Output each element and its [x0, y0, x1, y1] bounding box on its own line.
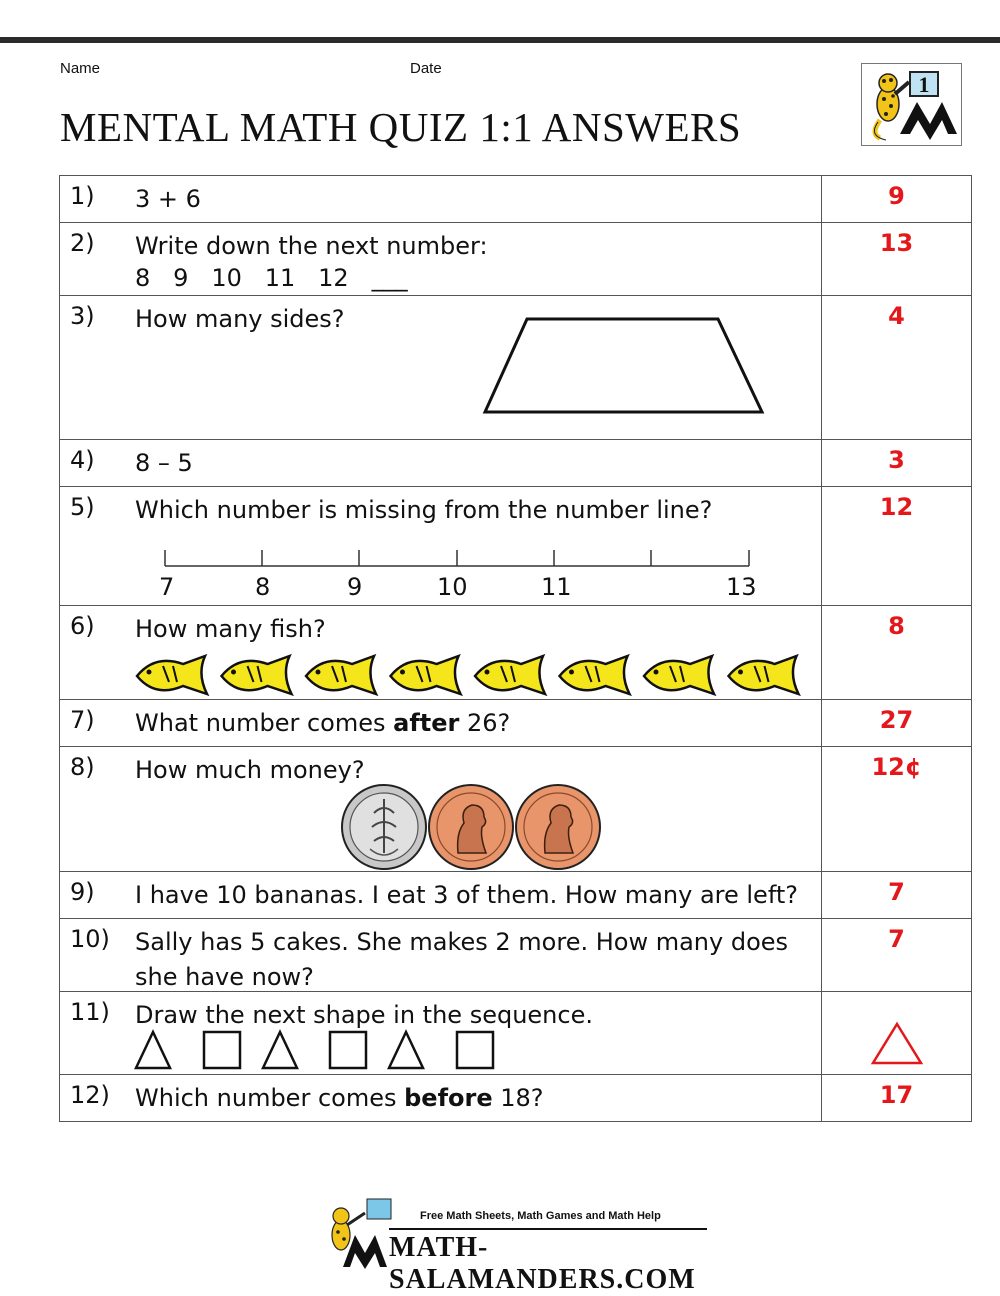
question-row-1: [60, 176, 972, 223]
answer: 9: [888, 182, 905, 210]
question-number: 5): [70, 493, 95, 521]
logo-grade: 1: [918, 72, 930, 97]
date-label: Date: [410, 60, 442, 77]
answer: 4: [888, 302, 905, 330]
number-line-label: 8: [255, 573, 271, 601]
fish-icon: [137, 656, 207, 694]
fish-icon: [222, 656, 292, 694]
dime-coin: [342, 785, 426, 869]
question-number: 11): [70, 998, 110, 1026]
question-text: Write down the next number:: [135, 232, 488, 260]
question-text: Which number comes before 18?: [135, 1084, 544, 1112]
question-row-11: [60, 992, 972, 1075]
answer: 7: [888, 878, 905, 906]
fish-icon: [644, 656, 714, 694]
square-shape: [330, 1032, 366, 1068]
answer: 12: [879, 493, 914, 521]
answer: 3: [888, 446, 905, 474]
answer: 13: [879, 229, 914, 257]
question-row-10: [60, 919, 972, 992]
question-row-5: [60, 487, 972, 606]
number-sequence: 8 9 10 11 12 ___: [135, 264, 408, 292]
question-text: What number comes after 26?: [135, 709, 511, 737]
emphasis-before: before: [404, 1084, 493, 1112]
coins-group: [340, 783, 610, 871]
number-line-label: 7: [159, 573, 175, 601]
footer-site-name: MATH-SALAMANDERS.COM: [389, 1232, 696, 1295]
fish-icon: [729, 656, 799, 694]
question-row-2: [60, 223, 972, 296]
question-row-12: [60, 1075, 972, 1122]
question-row-6: [60, 606, 972, 700]
question-row-8: [60, 747, 972, 872]
square-shape: [204, 1032, 240, 1068]
answer: 12¢: [871, 753, 922, 781]
fish-icon: [306, 656, 376, 694]
footer-salamander-icon: [325, 1195, 395, 1270]
question-number: 6): [70, 612, 95, 640]
shape-sequence: [133, 1029, 503, 1071]
number-line-label: 9: [347, 573, 363, 601]
fish-icon: [475, 656, 545, 694]
answer: 7: [888, 925, 905, 953]
question-number: 2): [70, 229, 95, 257]
question-number: 12): [70, 1081, 110, 1109]
emphasis-after: after: [393, 709, 460, 737]
fish-group: [135, 652, 815, 704]
trapezoid-shape: [480, 314, 770, 418]
footer-logo: [325, 1195, 715, 1295]
name-label: Name: [60, 60, 101, 77]
answer: 17: [879, 1081, 914, 1109]
footer-tagline: Free Math Sheets, Math Games and Math Help: [420, 1210, 661, 1222]
triangle-shape: [136, 1032, 170, 1068]
number-line-label: 11: [541, 573, 572, 601]
question-number: 8): [70, 753, 95, 781]
penny-coin: [516, 785, 600, 869]
question-text: Sally has 5 cakes. She makes 2 more. How many does she have now?: [135, 928, 789, 991]
question-text: 3 + 6: [135, 185, 201, 213]
question-text: How many fish?: [135, 615, 326, 643]
question-row-4: [60, 440, 972, 487]
salamander-logo: [861, 63, 962, 146]
question-number: 4): [70, 446, 95, 474]
question-number: 7): [70, 706, 95, 734]
question-text: Which number is missing from the number line?: [135, 496, 713, 524]
answer: 27: [879, 706, 914, 734]
question-number: 9): [70, 878, 95, 906]
fish-icon: [391, 656, 461, 694]
answer-triangle: [870, 1020, 924, 1066]
question-text: How much money?: [135, 756, 365, 784]
fish-svg: [135, 652, 815, 698]
top-rule: [0, 37, 1000, 43]
question-text: Draw the next shape in the sequence.: [135, 1001, 593, 1029]
square-shape: [457, 1032, 493, 1068]
fish-icon: [560, 656, 630, 694]
question-row-7: [60, 700, 972, 747]
answer: 8: [888, 612, 905, 640]
question-number: 3): [70, 302, 95, 330]
question-text: 8 – 5: [135, 449, 193, 477]
quiz-table: [59, 175, 972, 1122]
question-number: 10): [70, 925, 110, 953]
number-line-label: 13: [726, 573, 757, 601]
triangle-shape: [389, 1032, 423, 1068]
question-number: 1): [70, 182, 95, 210]
question-text: How many sides?: [135, 305, 345, 333]
question-row-9: [60, 872, 972, 919]
triangle-shape: [263, 1032, 297, 1068]
question-row-3: [60, 296, 972, 440]
page-title: MENTAL MATH QUIZ 1:1 ANSWERS: [60, 104, 742, 150]
penny-coin: [429, 785, 513, 869]
number-line: [160, 547, 760, 569]
question-text: I have 10 bananas. I eat 3 of them. How many are left?: [135, 881, 798, 909]
number-line-label: 10: [437, 573, 468, 601]
